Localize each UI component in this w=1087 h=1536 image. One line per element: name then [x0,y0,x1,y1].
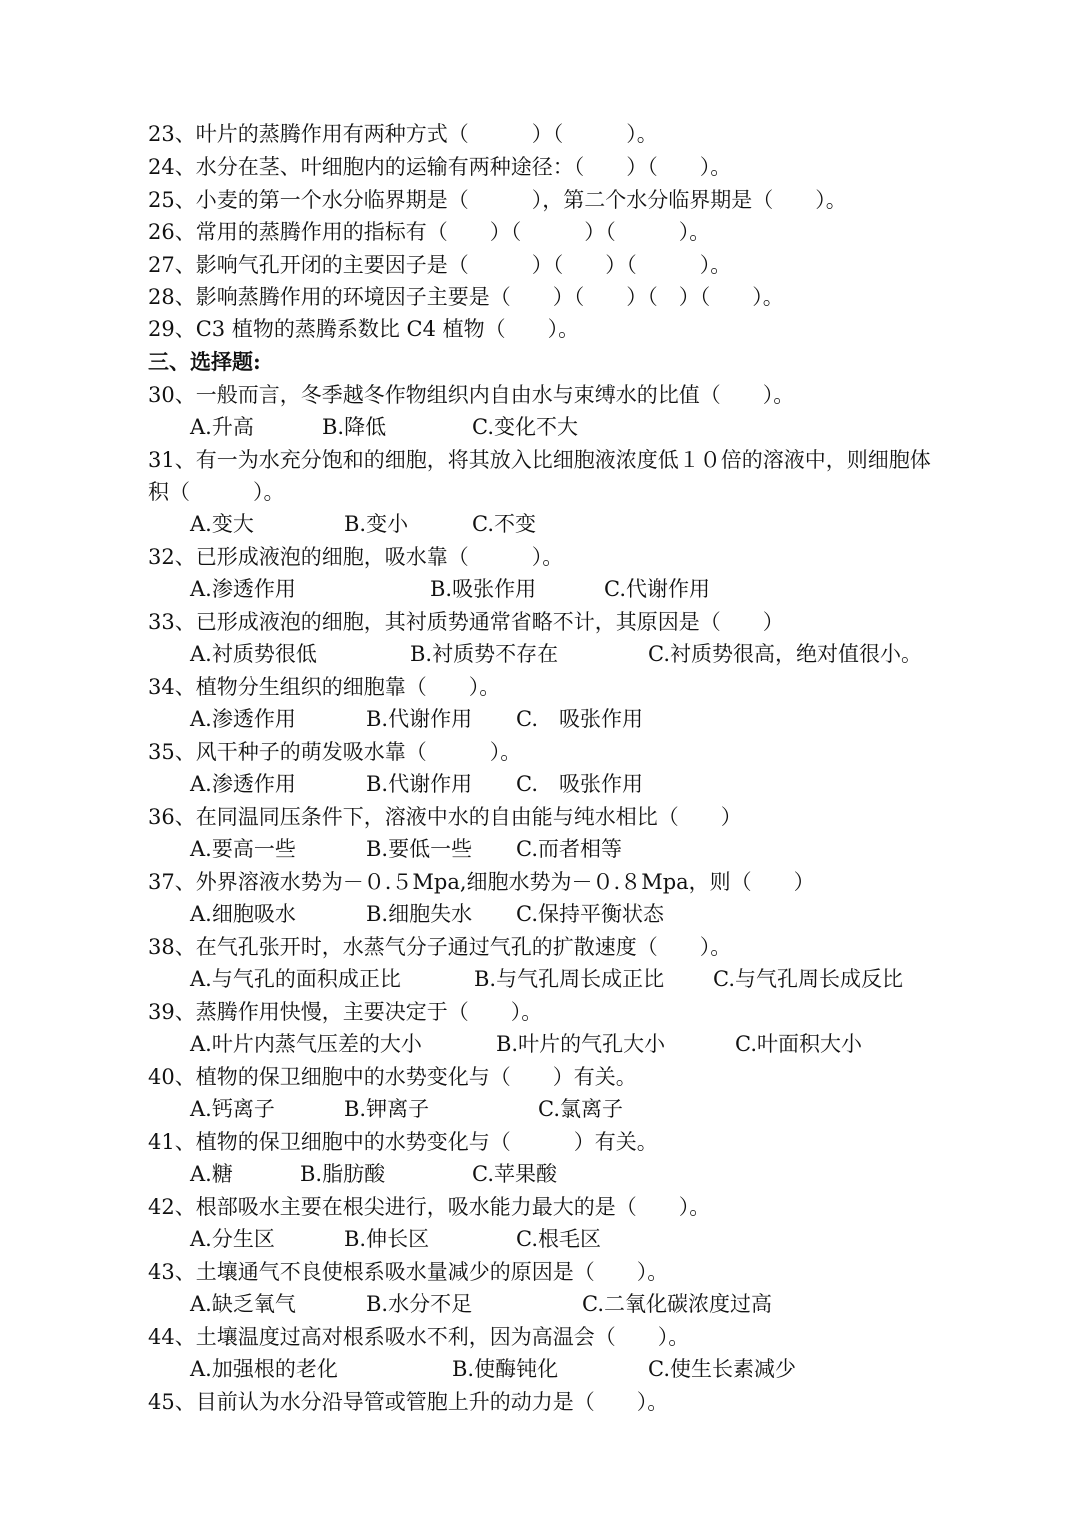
option-31-b: B.变小 [344,512,409,536]
option-36-c: C.而者相等 [516,837,622,861]
question-29: 29、C3 植物的蒸腾系数比 C4 植物（ ）。 [148,317,580,341]
question-41: 41、植物的保卫细胞中的水势变化与（ ）有关。 [148,1130,658,1154]
option-35-b: B.代谢作用 [366,772,473,796]
option-31-a: A.变大 [190,512,254,536]
option-37-a: A.细胞吸水 [190,902,296,926]
option-43-b: B.水分不足 [366,1292,473,1316]
option-32-a: A.渗透作用 [190,577,296,601]
question-30: 30、一般而言，冬季越冬作物组织内自由水与束缚水的比值（ ）。 [148,383,795,407]
option-35-c: C. 吸张作用 [516,772,643,796]
option-43-c: C.二氧化碳浓度过高 [582,1292,772,1316]
question-45: 45、目前认为水分沿导管或管胞上升的动力是（ ）。 [148,1390,669,1414]
option-44-b: B.使酶钝化 [452,1357,559,1381]
option-40-c: C.氯离子 [538,1097,623,1121]
question-25: 25、小麦的第一个水分临界期是（ ），第二个水分临界期是（ ）。 [148,188,847,212]
option-30-c: C.变化不大 [472,415,578,439]
question-39: 39、蒸腾作用快慢，主要决定于（ ）。 [148,1000,543,1024]
option-44-a: A.加强根的老化 [190,1357,338,1381]
option-39-a: A.叶片内蒸气压差的大小 [190,1032,422,1056]
question-37: 37、外界溶液水势为－０.５Mpa,细胞水势为－０.８Mpa，则（ ） [148,870,815,894]
question-43: 43、土壤通气不良使根系吸水量减少的原因是（ ）。 [148,1260,669,1284]
question-32: 32、已形成液泡的细胞，吸水靠（ ）。 [148,545,564,569]
option-38-c: C.与气孔周长成反比 [713,967,903,991]
section-heading: 三、选择题: [148,349,261,374]
question-28: 28、影响蒸腾作用的环境因子主要是（ ）（ ）（ ）（ ）。 [148,285,784,309]
question-36: 36、在同温同压条件下，溶液中水的自由能与纯水相比（ ） [148,805,742,829]
option-43-a: A.缺乏氧气 [190,1292,296,1316]
option-44-c: C.使生长素减少 [648,1357,796,1381]
option-40-a: A.钙离子 [190,1097,275,1121]
option-32-c: C.代谢作用 [604,577,710,601]
question-27: 27、影响气孔开闭的主要因子是（ ）（ ）（ ）。 [148,253,732,277]
option-33-a: A.衬质势很低 [190,642,317,666]
question-23: 23、叶片的蒸腾作用有两种方式（ ）（ ）。 [148,122,658,146]
option-34-b: B.代谢作用 [366,707,473,731]
option-37-b: B.细胞失水 [366,902,473,926]
question-42: 42、根部吸水主要在根尖进行，吸水能力最大的是（ ）。 [148,1195,711,1219]
option-42-c: C.根毛区 [516,1227,601,1251]
option-38-a: A.与气孔的面积成正比 [190,967,401,991]
option-34-c: C. 吸张作用 [516,707,643,731]
question-31-cont: 积（ ）。 [148,480,285,504]
option-39-b: B.叶片的气孔大小 [496,1032,666,1056]
option-35-a: A.渗透作用 [190,772,296,796]
option-37-c: C.保持平衡状态 [516,902,664,926]
question-34: 34、植物分生组织的细胞靠（ ）。 [148,675,501,699]
option-41-a: A.糖 [190,1162,233,1186]
question-33: 33、已形成液泡的细胞，其衬质势通常省略不计，其原因是（ ） [148,610,784,634]
option-42-a: A.分生区 [190,1227,275,1251]
option-31-c: C.不变 [472,512,536,536]
option-30-b: B.降低 [322,415,387,439]
option-41-c: C.苹果酸 [472,1162,557,1186]
option-33-b: B.衬质势不存在 [410,642,559,666]
option-42-b: B.伸长区 [344,1227,430,1251]
question-31: 31、有一为水充分饱和的细胞，将其放入比细胞液浓度低１０倍的溶液中，则细胞体 [148,448,931,472]
option-33-c: C.衬质势很高，绝对值很小。 [648,642,922,666]
option-40-b: B.钾离子 [344,1097,430,1121]
question-35: 35、风干种子的萌发吸水靠（ ）。 [148,740,522,764]
option-36-a: A.要高一些 [190,837,296,861]
question-26: 26、常用的蒸腾作用的指标有（ ）（ ）（ ）。 [148,220,711,244]
question-24: 24、水分在茎、叶细胞内的运输有两种途径：（ ）（ ）。 [148,155,732,179]
option-30-a: A.升高 [190,415,254,439]
option-39-c: C.叶面积大小 [735,1032,862,1056]
question-40: 40、植物的保卫细胞中的水势变化与（ ）有关。 [148,1065,637,1089]
question-44: 44、土壤温度过高对根系吸水不利，因为高温会（ ）。 [148,1325,690,1349]
option-38-b: B.与气孔周长成正比 [474,967,665,991]
question-38: 38、在气孔张开时，水蒸气分子通过气孔的扩散速度（ ）。 [148,935,732,959]
option-36-b: B.要低一些 [366,837,473,861]
option-32-b: B.吸张作用 [430,577,537,601]
option-41-b: B.脂肪酸 [300,1162,386,1186]
option-34-a: A.渗透作用 [190,707,296,731]
